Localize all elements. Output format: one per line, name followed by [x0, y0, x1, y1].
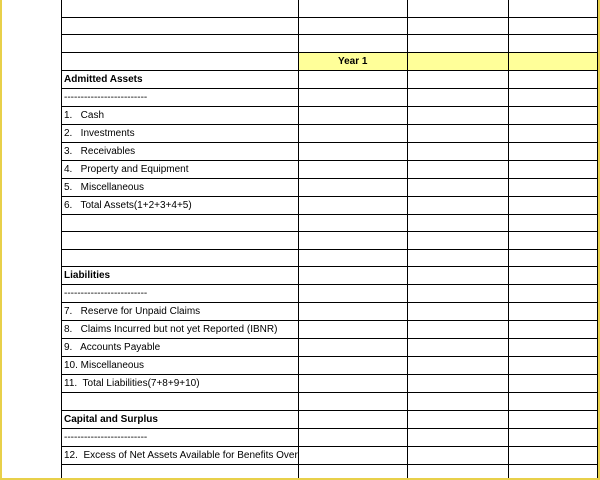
cell[interactable] [298, 214, 407, 232]
table-row [62, 321, 598, 339]
cell[interactable] [407, 35, 509, 53]
cell[interactable] [509, 106, 598, 124]
cell[interactable] [407, 393, 509, 411]
cell[interactable] [298, 35, 407, 53]
cell[interactable] [298, 70, 407, 88]
cell[interactable] [298, 178, 407, 196]
cell[interactable] [509, 124, 598, 142]
line-item-label[interactable]: 11. Total Liabilities(7+8+9+10) [62, 375, 299, 393]
cell[interactable] [407, 267, 509, 285]
table-row [62, 35, 598, 53]
table-row [62, 393, 598, 411]
table-row [62, 375, 598, 393]
cell[interactable] [407, 249, 509, 267]
line-item-label[interactable]: 3. Receivables [62, 142, 299, 160]
line-item-label[interactable]: 1. Cash [62, 106, 299, 124]
cell[interactable] [509, 321, 598, 339]
cell[interactable] [509, 160, 598, 178]
table-row [62, 142, 598, 160]
line-item-label[interactable]: 7. Reserve for Unpaid Claims [62, 303, 299, 321]
cell[interactable] [407, 321, 509, 339]
table-row [62, 232, 598, 250]
table-row [62, 339, 598, 357]
cell[interactable] [298, 285, 407, 303]
cell[interactable] [407, 142, 509, 160]
cell[interactable] [407, 410, 509, 428]
cell[interactable] [298, 88, 407, 106]
cell[interactable] [407, 303, 509, 321]
cell[interactable] [407, 339, 509, 357]
year-1-header[interactable]: Year 1 [298, 52, 407, 70]
cell[interactable] [298, 160, 407, 178]
balance-sheet-table [61, 0, 598, 480]
cell[interactable] [298, 267, 407, 285]
section-title-admitted-assets[interactable]: Admitted Assets [62, 70, 299, 88]
cell[interactable] [298, 446, 407, 464]
cell[interactable] [298, 393, 407, 411]
cell[interactable] [298, 142, 407, 160]
table-row [62, 0, 598, 17]
table-row [62, 196, 598, 214]
cell[interactable] [407, 178, 509, 196]
table-row [62, 178, 598, 196]
separator-text[interactable]: ------------------------- [62, 88, 299, 106]
separator-text[interactable]: ------------------------- [62, 428, 299, 446]
cell[interactable] [407, 232, 509, 250]
cell[interactable] [407, 106, 509, 124]
cell[interactable] [298, 106, 407, 124]
cell[interactable] [298, 464, 407, 480]
cell[interactable] [62, 52, 299, 70]
separator-text[interactable]: ------------------------- [62, 285, 299, 303]
cell[interactable] [298, 410, 407, 428]
cell[interactable] [509, 142, 598, 160]
cell[interactable] [509, 446, 598, 464]
cell[interactable] [509, 357, 598, 375]
cell[interactable] [509, 249, 598, 267]
cell[interactable] [62, 35, 299, 53]
section-row [62, 410, 598, 428]
table-row [62, 214, 598, 232]
cell[interactable] [298, 339, 407, 357]
cell[interactable] [298, 124, 407, 142]
cell[interactable] [298, 428, 407, 446]
line-item-label[interactable]: 12. Excess of Net Assets Available for Benefits Over [62, 446, 299, 464]
table-row [62, 106, 598, 124]
separator-row [62, 428, 598, 446]
cell[interactable] [509, 0, 598, 17]
cell[interactable] [407, 196, 509, 214]
cell[interactable] [62, 17, 299, 35]
table-row [62, 160, 598, 178]
year-header-row [62, 52, 598, 70]
cell[interactable] [509, 375, 598, 393]
line-item-label[interactable]: 10. Miscellaneous [62, 357, 299, 375]
cell[interactable] [407, 88, 509, 106]
cell[interactable] [407, 70, 509, 88]
table-row [62, 357, 598, 375]
cell[interactable] [298, 0, 407, 17]
line-item-label[interactable]: 6. Total Assets(1+2+3+4+5) [62, 196, 299, 214]
table-row [62, 17, 598, 35]
cell[interactable] [407, 0, 509, 17]
cell[interactable] [62, 393, 299, 411]
cell[interactable] [509, 214, 598, 232]
table-row [62, 464, 598, 480]
cell[interactable] [62, 232, 299, 250]
cell[interactable] [509, 52, 598, 70]
line-item-label[interactable]: 9. Accounts Payable [62, 339, 299, 357]
cell[interactable] [509, 285, 598, 303]
cell[interactable] [509, 339, 598, 357]
cell[interactable] [509, 70, 598, 88]
table-row [62, 249, 598, 267]
cell[interactable] [62, 0, 299, 17]
cell[interactable] [509, 178, 598, 196]
cell[interactable] [509, 303, 598, 321]
cell[interactable] [509, 17, 598, 35]
cell[interactable] [298, 357, 407, 375]
table-row [62, 303, 598, 321]
line-item-label[interactable]: 5. Miscellaneous [62, 178, 299, 196]
cell[interactable] [509, 464, 598, 480]
table-row [62, 124, 598, 142]
cell[interactable] [298, 375, 407, 393]
cell[interactable] [298, 232, 407, 250]
cell[interactable] [62, 214, 299, 232]
cell[interactable] [407, 428, 509, 446]
cell[interactable] [509, 428, 598, 446]
cell[interactable] [407, 285, 509, 303]
cell[interactable] [298, 249, 407, 267]
section-row [62, 70, 598, 88]
cell[interactable] [298, 196, 407, 214]
separator-row [62, 285, 598, 303]
cell[interactable] [62, 249, 299, 267]
section-title-liabilities[interactable]: Liabilities [62, 267, 299, 285]
cell[interactable] [407, 214, 509, 232]
line-item-label[interactable]: 4. Property and Equipment [62, 160, 299, 178]
line-item-label[interactable]: 2. Investments [62, 124, 299, 142]
cell[interactable] [407, 375, 509, 393]
cell[interactable] [407, 446, 509, 464]
cell[interactable] [407, 124, 509, 142]
section-row [62, 267, 598, 285]
cell[interactable] [62, 464, 299, 480]
cell[interactable] [407, 17, 509, 35]
cell[interactable] [407, 464, 509, 480]
section-title-capital-surplus[interactable]: Capital and Surplus [62, 410, 299, 428]
separator-row [62, 88, 598, 106]
cell[interactable] [509, 232, 598, 250]
cell[interactable] [509, 267, 598, 285]
cell[interactable] [509, 88, 598, 106]
cell[interactable] [298, 303, 407, 321]
cell[interactable] [298, 17, 407, 35]
line-item-label[interactable]: 8. Claims Incurred but not yet Reported (IBNR) [62, 321, 299, 339]
cell[interactable] [407, 160, 509, 178]
cell[interactable] [509, 410, 598, 428]
table-row [62, 446, 598, 464]
cell[interactable] [298, 321, 407, 339]
cell[interactable] [509, 196, 598, 214]
cell[interactable] [407, 357, 509, 375]
cell[interactable] [407, 52, 509, 70]
cell[interactable] [509, 35, 598, 53]
cell[interactable] [509, 393, 598, 411]
